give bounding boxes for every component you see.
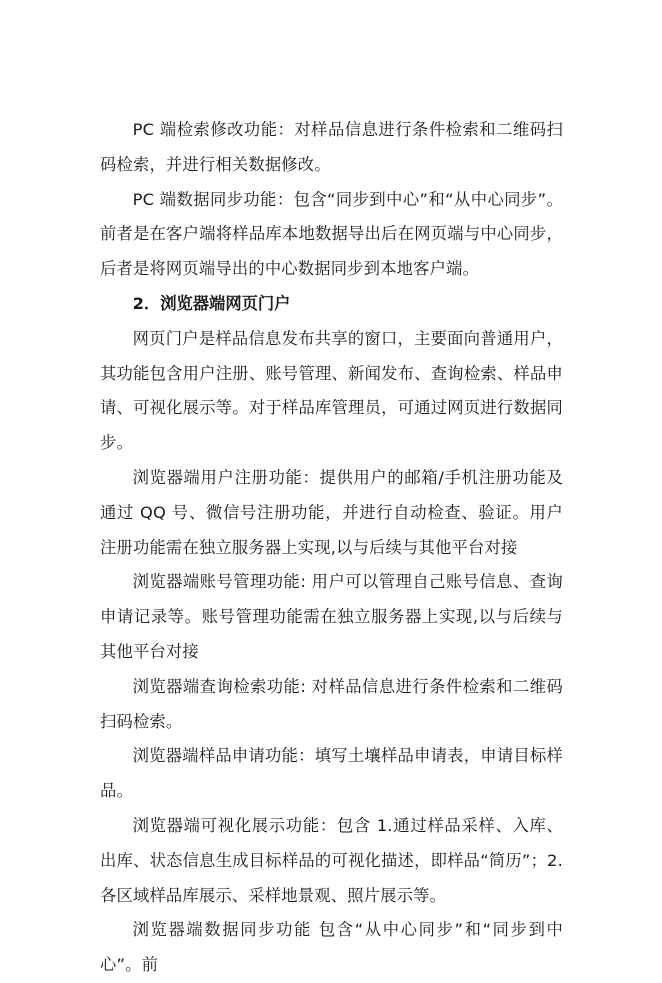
paragraph-account-management: 浏览器端账号管理功能: 用户可以管理自己账号信息、查询申请记录等。账号管理功能需在独立服务器上实现,以与后续与其他平台对接 — [100, 572, 563, 661]
paragraph-browser-data-sync: 浏览器端数据同步功能 包含“从中心同步”和“同步到中心”。前 — [100, 920, 563, 975]
document-page — [100, 113, 563, 983]
paragraph-sample-application: 浏览器端样品申请功能：填写土壤样品申请表，申请目标样品。 — [100, 746, 563, 801]
paragraph-query-search: 浏览器端查询检索功能: 对样品信息进行条件检索和二维码扫码检索。 — [100, 676, 563, 731]
paragraph-pc-search-modify: PC 端检索修改功能：对样品信息进行条件检索和二维码扫码检索，并进行相关数据修改。 — [100, 120, 563, 174]
paragraph-portal-overview: 网页门户是样品信息发布共享的窗口，主要面向普通用户，其功能包含用户注册、账号管理、新闻发布、查询检索、样品申请、可视化展示等。对于样品库管理员，可通过网页进行数据同步。 — [100, 328, 563, 453]
paragraph-user-registration: 浏览器端用户注册功能：提供用户的邮箱/手机注册功能及通过 QQ 号、微信号注册功能，并进行自动检查、验证。用户注册功能需在独立服务器上实现,以与后续与其他平台对接 — [100, 467, 563, 557]
paragraph-visualization: 浏览器端可视化展示功能：包含 1.通过样品采样、入库、出库、状态信息生成目标样品的可视化描述，即样品“简历”；2.各区域样品库展示、采样地景观、照片展示等。 — [100, 815, 563, 905]
paragraph-pc-data-sync: PC 端数据同步功能：包含“同步到中心”和“从中心同步”。前者是在客户端将样品库本地数据导出后在网页端与中心同步，后者是将网页端导出的中心数据同步到本地客户端。 — [100, 189, 563, 279]
section-heading-browser-portal: 2．浏览器端网页门户 — [132, 293, 291, 313]
